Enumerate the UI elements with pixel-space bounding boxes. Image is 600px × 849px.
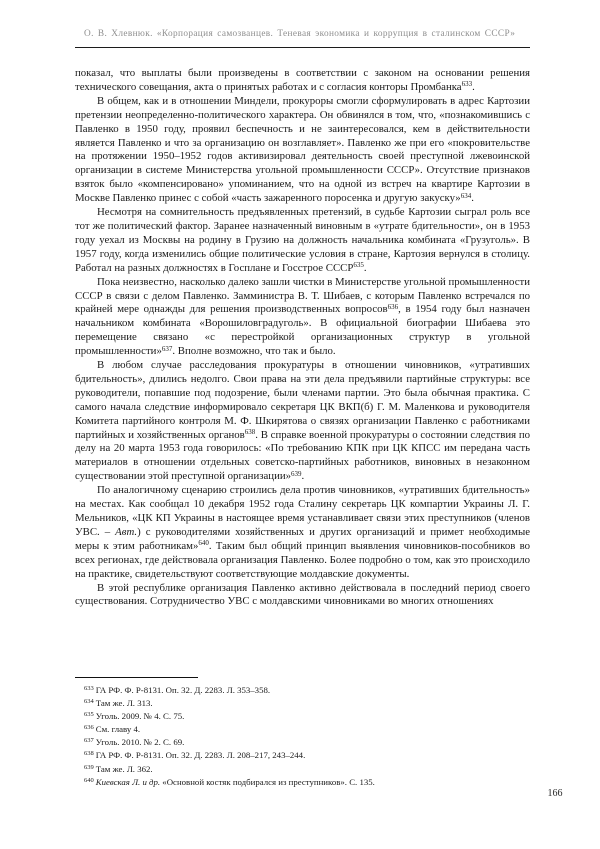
text-run: ГА РФ. Ф. Р-8131. Оп. 32. Д. 2283. Л. 353–358. bbox=[95, 685, 271, 695]
footnote-marker: 639 bbox=[291, 469, 302, 478]
text-run: В этой республике организация Павленко активно действовала в последний период своего существования. Сотрудничество УВС с молдавскими чиновниками во многих отношениях bbox=[75, 581, 530, 608]
text-run: В общем, как и в отношении Миндели, прокуроры смогли сформулировать в адрес Картозии претензии неопределенно-политического характера. Он обвинялся в том, что, «познакомившись с Павленко в 1950 году, проявил беспечность и не заинтересовался, кем в действительности является Павленко и что за организацию он возглавляет». Павленко же при его «покровительстве на протяжении 1950–1952 годов активизировал деятельность своей преступной лжевоинской организации в системе Министерства угольной промышленности СССР». Отсутствие признаков взяток было «компенсировано» упоминанием, что на одной из встреч на квартире Картозии в Москве Павленко принес с собой «часть зажаренного поросенка и другую закуску» bbox=[75, 94, 530, 205]
body-paragraph bbox=[75, 484, 530, 581]
text-run: Уголь. 2009. № 4. С. 75. bbox=[95, 711, 185, 722]
text-run: Уголь. 2010. № 2. С. 69. bbox=[95, 737, 185, 748]
footnote bbox=[75, 776, 530, 789]
text-run: . bbox=[301, 470, 305, 483]
text-run: . Вполне возможно, что так и было. bbox=[172, 345, 336, 358]
text-run: Там же. Л. 313. bbox=[95, 698, 153, 709]
body-text bbox=[75, 67, 530, 609]
text-run: ГА РФ. Ф. Р-8131. Оп. 32. Д. 2283. Л. 208–217, 243–244. bbox=[95, 750, 306, 761]
text-run: См. главу 4. bbox=[95, 724, 141, 735]
text-run: По аналогичному сценарию строились дела против чиновников, «утративших бдительность» на местах. Как сообщал 10 декабря 1952 года Сталину секретарь ЦК компартии Украины Л. Г. Мельников, «ЦК КП Украины в настоящее время устанавливает связи этих преступников (членов УВС. – bbox=[75, 484, 530, 538]
text-run: ) с руководителями хозяйственных и других организаций и примет необходимые меры к этим работникам» bbox=[75, 525, 530, 552]
header-divider bbox=[75, 47, 530, 48]
body-paragraph bbox=[75, 582, 530, 610]
footnote-number: 635 bbox=[84, 711, 94, 719]
body-paragraph bbox=[75, 95, 530, 206]
footnote bbox=[75, 723, 530, 736]
text-run: показал, что выплаты были произведены в соответствии с законом на основании решения технического совещания, акта о принятых работах и с согласия конторы Промбанка bbox=[75, 67, 530, 93]
page-number: 166 bbox=[547, 788, 563, 799]
body-paragraph bbox=[75, 359, 530, 484]
body-paragraph bbox=[75, 67, 530, 95]
footnote-marker: 635 bbox=[353, 261, 364, 270]
text-run: . bbox=[472, 80, 475, 93]
text-run: Там же. Л. 362. bbox=[95, 763, 153, 774]
footnote-number: 637 bbox=[84, 737, 94, 745]
running-header: О. В. Хлевнюк. «Корпорация самозванцев. Теневая экономика и коррупция в сталинском СССР» bbox=[84, 29, 516, 39]
footnote-number: 636 bbox=[84, 724, 94, 732]
body-paragraph bbox=[75, 206, 530, 276]
text-run: . В справке военной прокуратуры о состоянии следствия по делу на 20 марта 1953 года говорилось: «По требованию КПК при ЦК КПСС им передана часть материалов в отношении отдельных советско-партийных работников, виновных в незаконном существовании этой преступной организации» bbox=[75, 428, 530, 483]
text-run: В любом случае расследования прокуратуры в отношении чиновников, «утративших бдительность», длились недолго. Свои права на эти дела предъявили партийные структуры: все руководители, попавшие под подозрение, были членами партии. Это была обычная практика. С самого начала следствие информировало секретаря ЦК ВКП(б) Г. М. Маленкова и руководителя Комитета партийного контроля М. Ф. Шкирятова о связях организации Павленко с работниками партийных и хозяйственных органов bbox=[75, 359, 530, 441]
footnote bbox=[75, 697, 530, 710]
footnote-number: 634 bbox=[84, 698, 94, 706]
text-run: Пока неизвестно, насколько далеко зашли чистки в Министерстве угольной промышленности СССР в связи с делом Павленко. Замминистра В. Т. Шибаев, с которым Павленко встречался по крайней мере однажды для решения производственных вопросов bbox=[75, 275, 530, 316]
text-run: , в 1954 году был назначен начальником комбината «Ворошиловградуголь». В официальной биографии Шибаева это перемещение связано «с перестройкой организационных структур в угольной промышленности» bbox=[75, 303, 531, 358]
text-run: «Основной костяк подбирался из преступников». С. 135. bbox=[160, 776, 375, 787]
footnote bbox=[75, 749, 530, 762]
footnote bbox=[75, 684, 530, 697]
footnote-number: 639 bbox=[84, 763, 94, 771]
italic-run: Авт. bbox=[115, 525, 138, 538]
text-run: . bbox=[363, 261, 367, 274]
footnote bbox=[75, 710, 530, 723]
text-run: Несмотря на сомнительность предъявленных претензий, в судьбе Картозии сыграл роль все тот же политический фактор. Заранее назначенный виновным в «утрате бдительности», он в 1953 году уехал из Москвы на родину в Грузию на должность начальника комбината «Грузуголь». В 1957 году, когда изменились общие политические условия в стране, Картозия вернулся в столицу. Работал на разных должностях в Госплане и Госстрое СССР bbox=[75, 206, 530, 274]
footnote-number: 638 bbox=[84, 750, 94, 758]
body-paragraph bbox=[75, 276, 530, 359]
footnote-marker: 636 bbox=[387, 302, 399, 311]
footnote-number: 633 bbox=[84, 685, 94, 692]
footnotes bbox=[75, 684, 530, 789]
footnote bbox=[75, 763, 530, 776]
text-run: . bbox=[471, 192, 474, 205]
footnote-marker: 634 bbox=[460, 191, 472, 200]
footnote-marker: 637 bbox=[161, 344, 173, 353]
italic-run: Киевская Л. и др. bbox=[95, 776, 161, 787]
footnote-marker: 633 bbox=[461, 80, 473, 89]
footnote-divider bbox=[75, 677, 198, 678]
footnote-marker: 640 bbox=[198, 539, 209, 548]
footnote-number: 640 bbox=[84, 776, 94, 784]
footnote bbox=[75, 736, 530, 749]
footnote-marker: 638 bbox=[244, 428, 256, 437]
text-run: . Таким был общий принцип выявления чиновников-пособников во всех регионах, где действовала организация Павленко. Более подробно о том, как это происходило на практике, свидетельствуют соответствующие молдавские документы. bbox=[75, 539, 530, 580]
